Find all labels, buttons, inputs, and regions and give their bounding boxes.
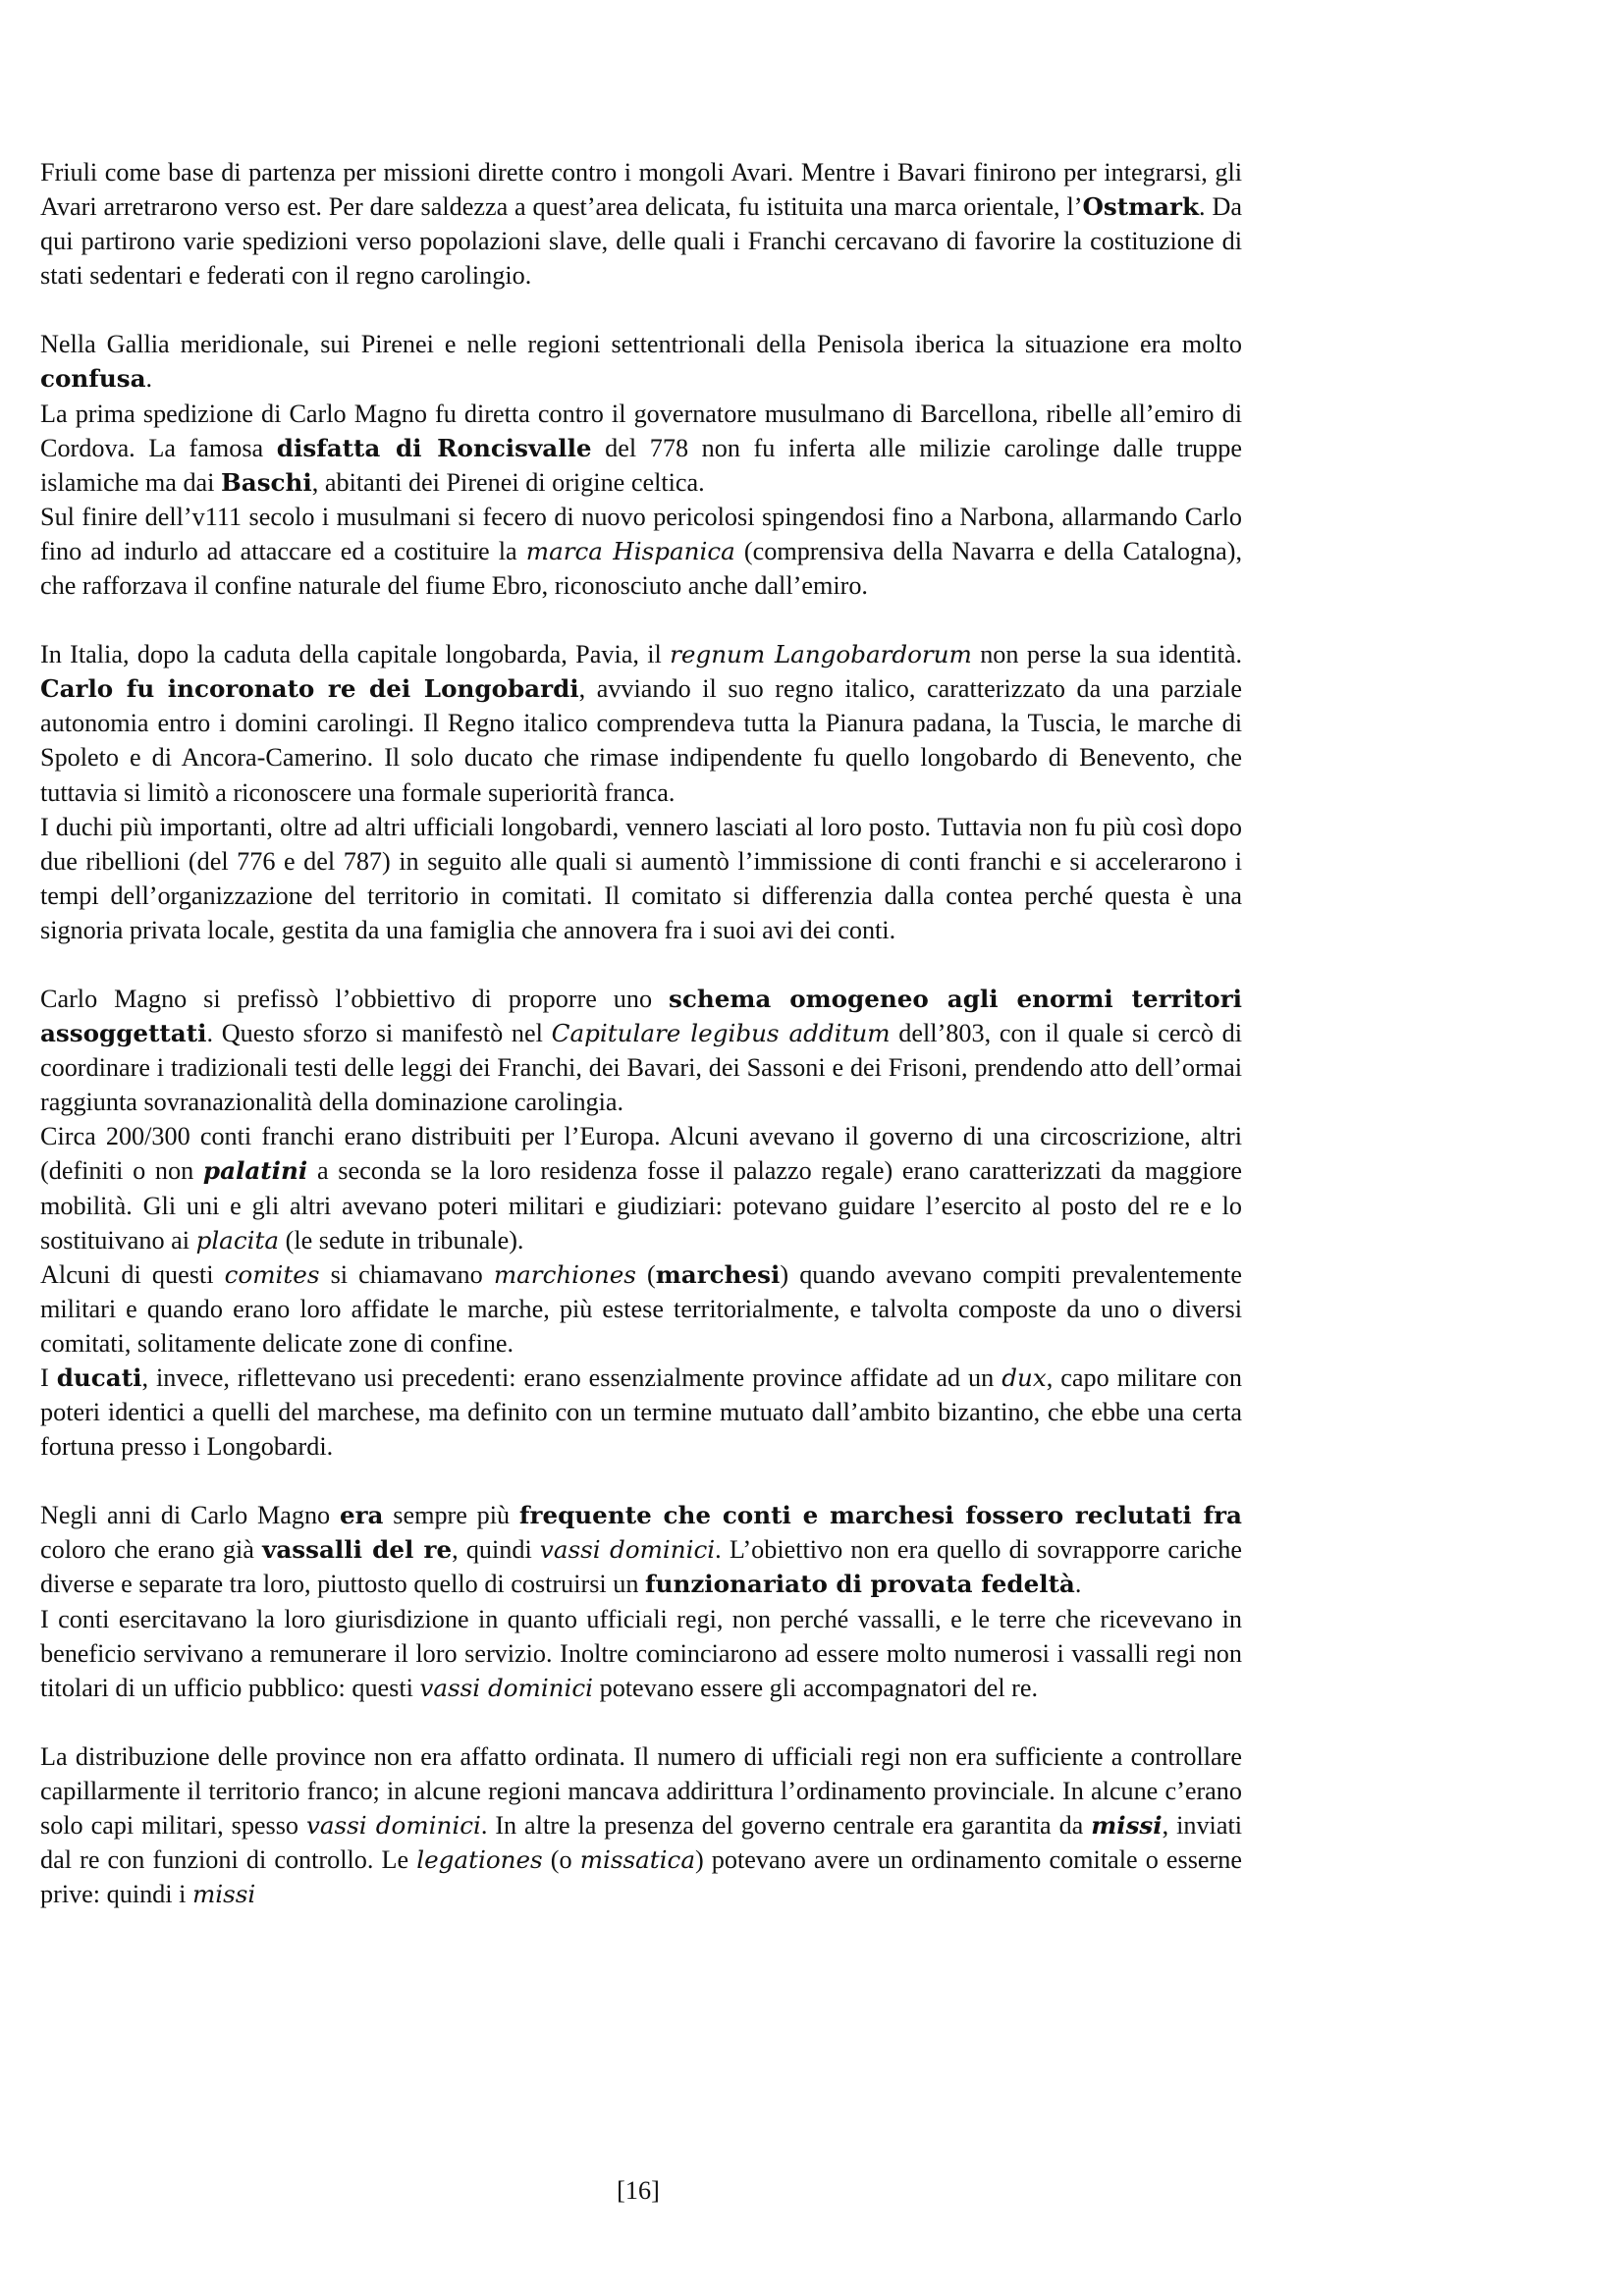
text-run: , abitanti dei Pirenei di origine celtica. xyxy=(311,467,705,497)
italic-text: dux xyxy=(1001,1363,1047,1392)
paragraph xyxy=(40,1739,1242,1911)
italic-text: placita xyxy=(195,1225,280,1255)
text-run: In Italia, dopo la caduta della capitale longobarda, Pavia, il xyxy=(40,640,671,669)
text-run: Alcuni di questi xyxy=(40,1259,225,1289)
text-run: . Da qui partirono varie spedizioni verso popolazioni slave, delle quali i Franchi cercavano di favorire la costituzione di stati sedentari e federati con il regno carolingio. xyxy=(40,192,1242,291)
text-run: I conti esercitavano la loro giurisdizione in quanto ufficiali regi, non perché vassalli, e le terre che ricevevano in beneficio servivano a remunerare il loro servizio. Inoltre cominciarono ad essere molto numerosi i vassalli regi non titolari di un ufficio pubblico: questi xyxy=(40,1604,1242,1702)
bold-italic-text xyxy=(203,1156,307,1185)
italic-text: marchiones xyxy=(493,1259,636,1289)
text-run: La prima spedizione di Carlo Magno fu diretta contro il governatore musulmano di Barcellona, ribelle all’emiro di Cordova. La famosa xyxy=(40,399,1242,462)
italic-text: missi xyxy=(191,1880,256,1909)
paragraph xyxy=(40,982,1242,1119)
italic-text: vassi dominici xyxy=(305,1811,481,1841)
bold-text: Ostmark xyxy=(1082,192,1200,222)
text-run: del 778 non fu inferta alle milizie carolinge dalle truppe islamiche ma dai xyxy=(40,433,1242,497)
italic-text: vassi dominici xyxy=(419,1673,594,1702)
italic-text: marca Hispanica xyxy=(525,536,735,565)
italic-text: comites xyxy=(224,1259,320,1289)
text-run: Carlo Magno si prefissò l’obbiettivo di proporre uno xyxy=(40,984,669,1013)
text-run: (o xyxy=(542,1845,580,1875)
bold-text: confusa xyxy=(40,364,146,394)
text-run: I duchi più importanti, oltre ad altri ufficiali longobardi, vennero lasciati al loro posto. Tuttavia non fu più così dopo due ribellioni (del 776 e del 787) in seguito alle quali si aumentò l’immissione di conti franchi e si accelerarono i tempi dell’organizzazione del territorio in comitati. Il comitato si differenzia dalla contea perché questa è una signoria privata locale, gestita da una famiglia che annovera fra i suoi avi dei conti. xyxy=(40,812,1242,944)
text-run: coloro che erano già xyxy=(40,1535,263,1565)
bold-italic-inner: missi xyxy=(1091,1811,1163,1841)
text-run: . Questo sforzo si manifestò nel xyxy=(206,1019,552,1048)
body-text xyxy=(40,155,1242,1911)
text-run: ) quando avevano compiti prevalentemente militari e quando erano loro affidate le marche, più estese territorialmente, e talvolta composte da uno o diversi comitati, solitamente delicate zone di confine. xyxy=(40,1259,1242,1358)
italic-text: vassi dominici xyxy=(539,1535,716,1565)
text-run: Friuli come base di partenza per missioni dirette contro i mongoli Avari. Mentre i Bavari finirono per integrarsi, gli Avari arretrarono verso est. Per dare saldezza a quest’area delicata, fu istituita una marca orientale, l’ xyxy=(40,158,1242,222)
bold-text: disfatta di Roncisvalle xyxy=(276,433,592,462)
text-run: . xyxy=(1074,1570,1082,1599)
bold-text: Carlo fu incoronato re dei Longobardi xyxy=(40,674,579,704)
text-run: , invece, riflettevano usi precedenti: erano essenzialmente province affidate ad un xyxy=(141,1363,1002,1392)
bold-text: marchesi xyxy=(655,1259,781,1289)
bold-text: frequente che conti e marchesi fossero reclutati fra xyxy=(518,1501,1242,1530)
text-run: . xyxy=(145,364,153,394)
paragraph xyxy=(40,500,1242,603)
paragraph xyxy=(40,1361,1242,1464)
italic-text: legationes xyxy=(416,1845,543,1875)
paragraph xyxy=(40,1602,1242,1705)
text-run: I xyxy=(40,1363,57,1392)
bold-text: schema omogeneo agli enormi territori assoggettati xyxy=(40,984,1242,1048)
text-run: Nella Gallia meridionale, sui Pirenei e nelle regioni settentrionali della Penisola iberica la situazione era molto xyxy=(40,330,1242,359)
bold-text: ducati xyxy=(56,1363,142,1392)
text-run: ( xyxy=(635,1259,656,1289)
paragraph xyxy=(40,155,1242,293)
bold-italic-inner: palatini xyxy=(202,1156,308,1186)
text-run: , avviando il suo regno italico, caratterizzato da una parziale autonomia entro i domini carolingi. Il Regno italico comprendeva tutta la Pianura padana, la Tuscia, le marche di Spoleto e di Ancora-Camerino. Il solo ducato che rimase indipendente fu quello longobardo di Benevento, che tuttavia si limitò a riconoscere una formale superiorità franca. xyxy=(40,674,1242,807)
bold-text: Baschi xyxy=(220,467,312,497)
text-run: potevano essere gli accompagnatori del re. xyxy=(593,1673,1039,1702)
italic-text: regnum Langobardorum xyxy=(670,640,972,669)
bold-text: vassalli del re xyxy=(262,1535,453,1565)
text-run: (le sedute in tribunale). xyxy=(279,1225,524,1255)
paragraph xyxy=(40,637,1242,809)
text-run: a seconda se la loro residenza fosse il palazzo regale) erano caratterizzati da maggiore mobilità. Gli uni e gli altri avevano poteri militari e giudiziari: potevano guidare l’esercito al posto del re e lo sostituivano ai xyxy=(40,1156,1242,1255)
text-run: , quindi xyxy=(452,1535,540,1565)
text-run: , capo militare con poteri identici a quelli del marchese, ma definito con un termine mutuato dall’ambito bizantino, che ebbe una certa fortuna presso i Longobardi. xyxy=(40,1363,1242,1462)
text-run: . In altre la presenza del governo centrale era garantita da xyxy=(480,1811,1092,1841)
paragraph xyxy=(40,810,1242,947)
paragraph xyxy=(40,1119,1242,1256)
paragraph xyxy=(40,327,1242,396)
bold-italic-text xyxy=(1091,1811,1162,1840)
text-run: Sul finire dell’v111 secolo i musulmani si fecero di nuovo pericolosi spingendosi fino a Narbona, allarmando Carlo fino ad indurlo ad attaccare ed a costituire la xyxy=(40,502,1242,565)
text-run: . L’obiettivo non era quello di sovrapporre cariche diverse e separate tra loro, piuttosto quello di costruirsi un xyxy=(40,1535,1242,1599)
text-run: ) potevano avere un ordinamento comitale o esserne prive: quindi i xyxy=(40,1845,1242,1909)
text-run: (comprensiva della Navarra e della Catalogna), che rafforzava il confine naturale del fiume Ebro, riconosciuto anche dall’emiro. xyxy=(40,536,1243,601)
bold-text: era xyxy=(339,1501,384,1530)
italic-text: Capitulare legibus additum xyxy=(551,1019,891,1048)
paragraph xyxy=(40,397,1242,500)
text-run: Negli anni di Carlo Magno xyxy=(40,1501,340,1530)
text-run: non perse la sua identità. xyxy=(971,640,1242,669)
paragraph xyxy=(40,1257,1242,1361)
text-run: La distribuzione delle province non era affatto ordinata. Il numero di ufficiali regi non era sufficiente a controllare capillarmente il territorio franco; in alcune regioni mancava addirittura l’ordinamento provinciale. In alcune c’erano solo capi militari, spesso xyxy=(40,1741,1242,1841)
paragraph xyxy=(40,1498,1242,1601)
text-run: si chiamavano xyxy=(319,1259,494,1289)
text-run: Circa 200/300 conti franchi erano distribuiti per l’Europa. Alcuni avevano il governo di una circoscrizione, altri (definiti o non xyxy=(40,1122,1242,1186)
text-run: sempre più xyxy=(383,1501,519,1530)
italic-text: missatica xyxy=(579,1845,695,1875)
bold-text: funzionariato di provata fedeltà xyxy=(644,1570,1075,1599)
page-number: [16] xyxy=(617,2176,660,2205)
text-run: dell’803, con il quale si cercò di coordinare i tradizionali testi delle leggi dei Franchi, dei Bavari, dei Sassoni e dei Frisoni, prendendo atto dell’ormai raggiunta sovranazionalità della dominazione carolingia. xyxy=(40,1019,1243,1117)
text-run: , inviati dal re con funzioni di controllo. Le xyxy=(40,1811,1242,1875)
